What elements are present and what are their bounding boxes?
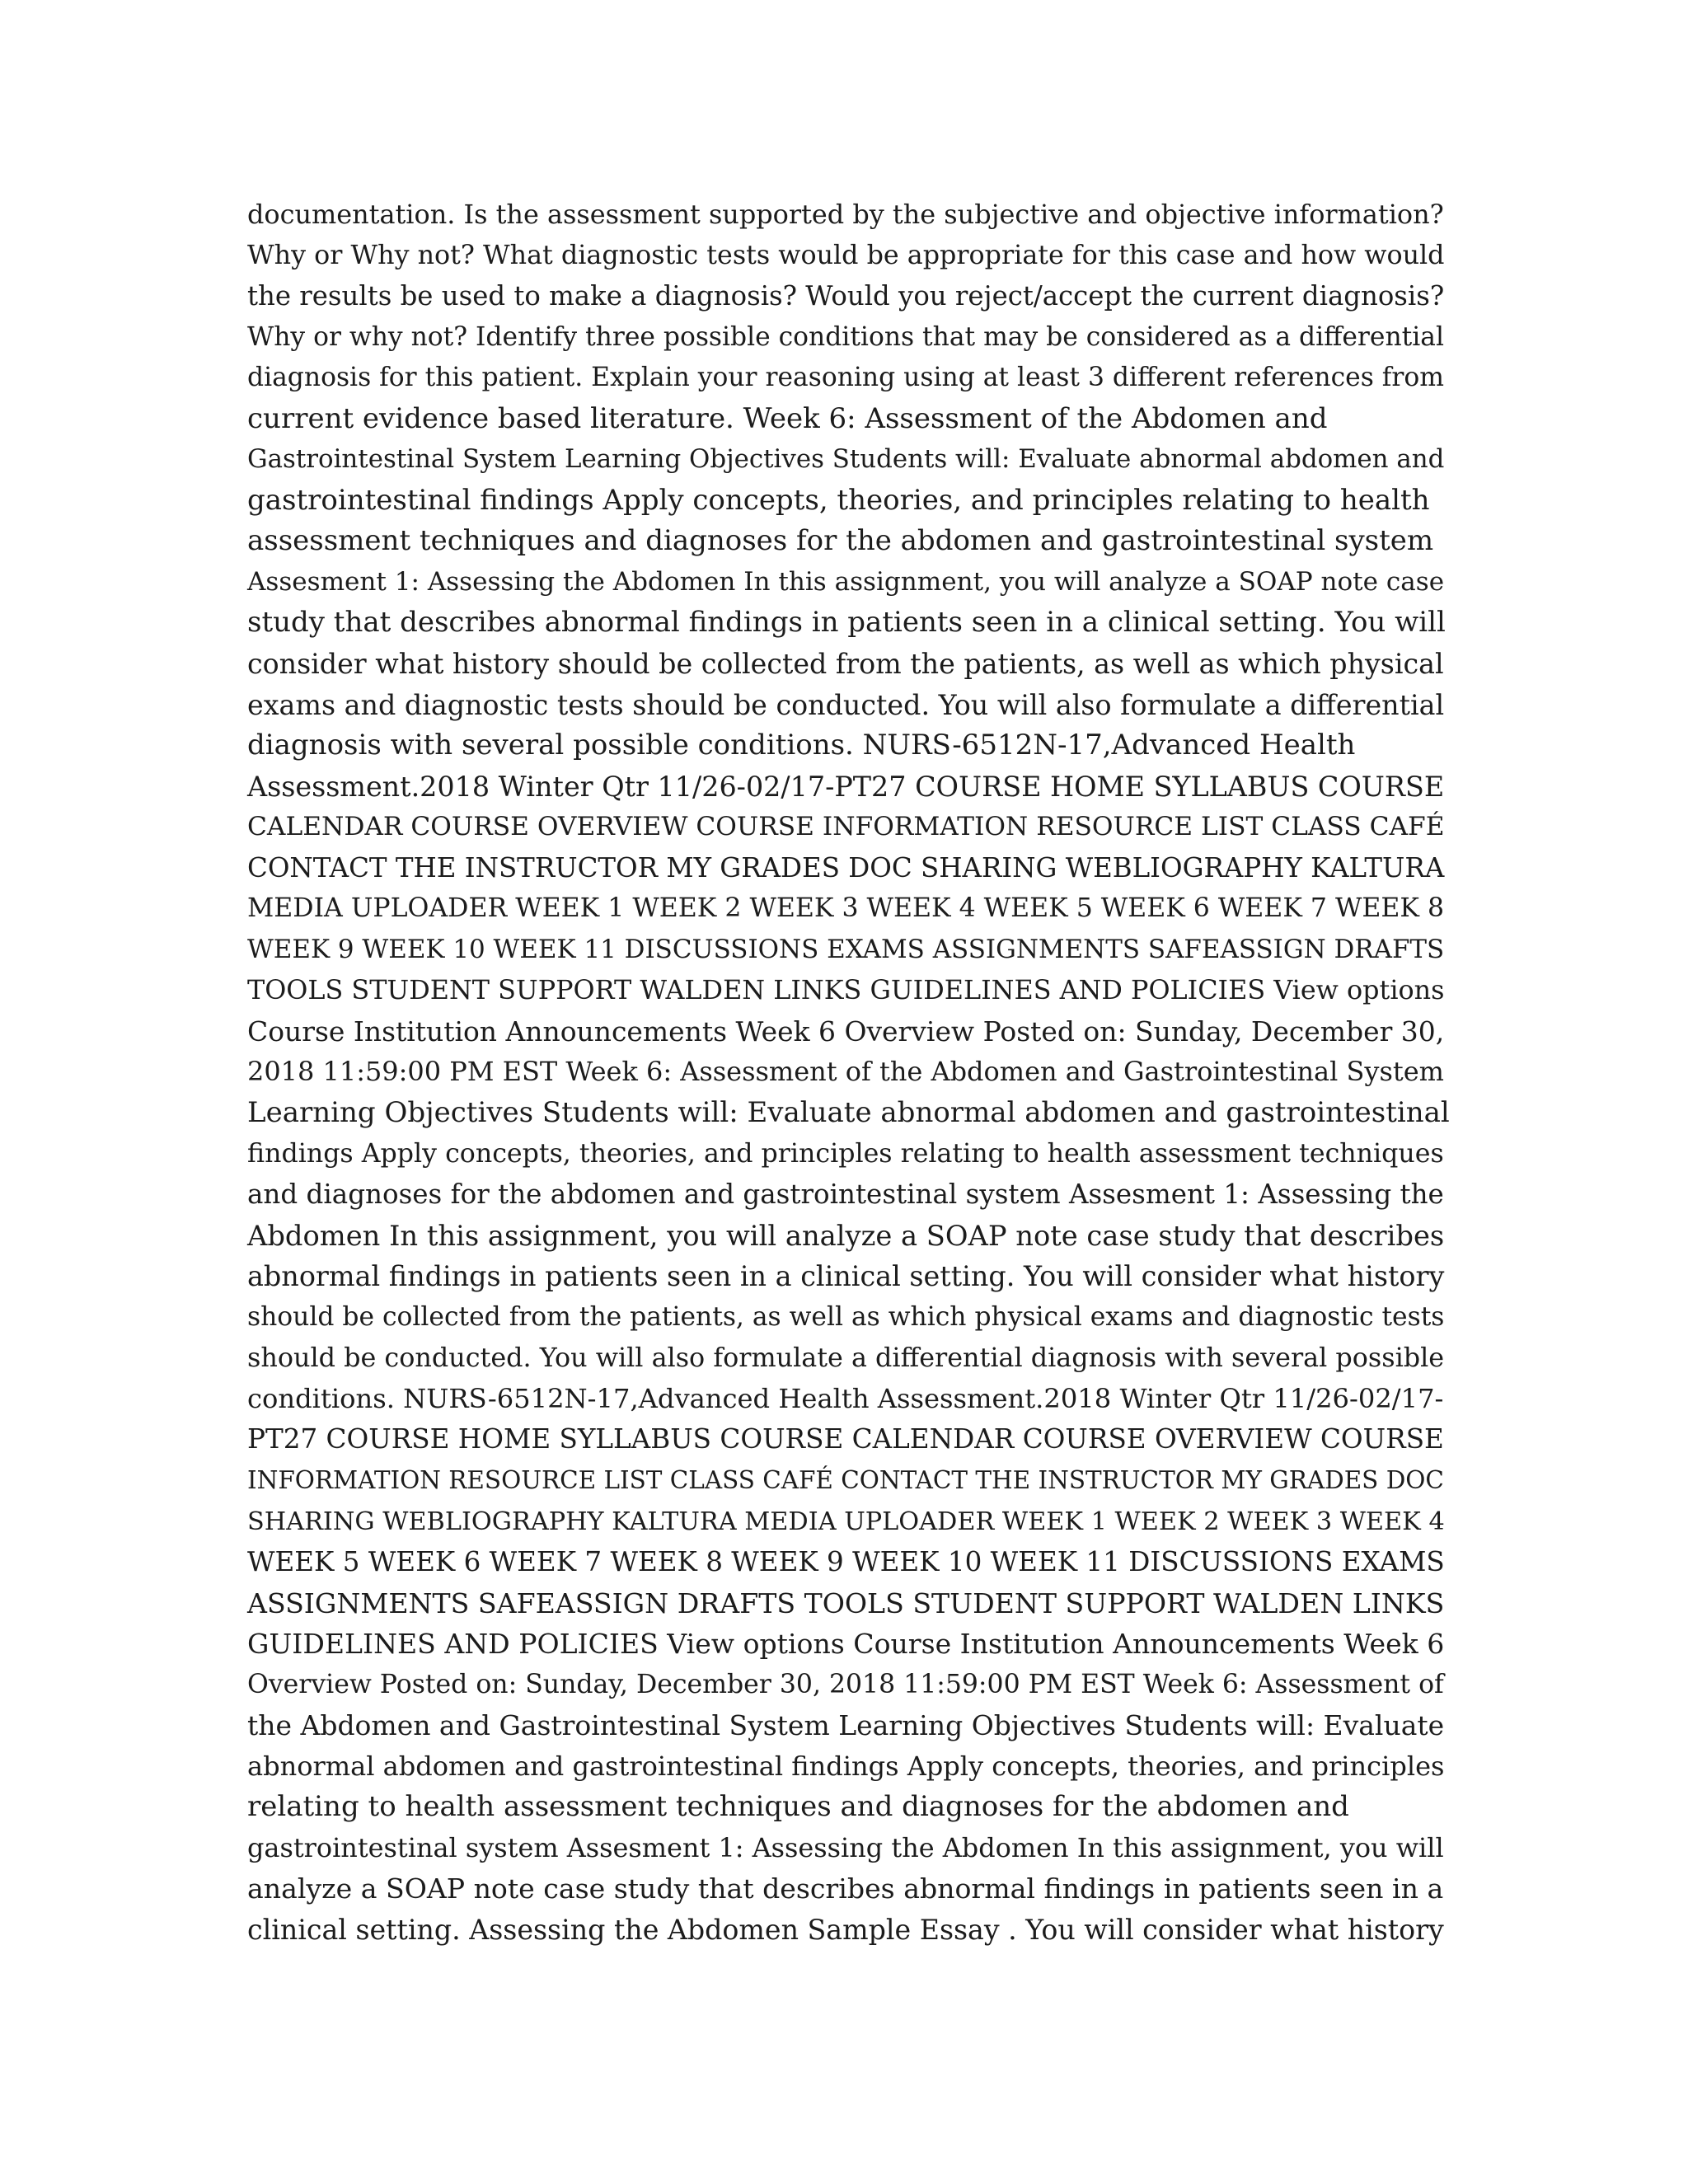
text-line: CALENDAR COURSE OVERVIEW COURSE INFORMATION RESOURCE LIST CLASS CAFÉ	[247, 812, 1445, 842]
text-line: Assesment 1: Assessing the Abdomen In this assignment, you will analyze a SOAP note case	[247, 566, 1445, 597]
text-line: the results be used to make a diagnosis? Would you reject/accept the current diagnosis?	[247, 280, 1445, 312]
text-line: current evidence based literature. Week 6: Assessment of the Abdomen and	[247, 401, 1328, 435]
body-text	[247, 194, 1451, 1951]
text-line: WEEK 9 WEEK 10 WEEK 11 DISCUSSIONS EXAMS ASSIGNMENTS SAFEASSIGN DRAFTS	[247, 934, 1445, 964]
text-line: Gastrointestinal System Learning Objectives Students will: Evaluate abnormal abdomen and	[247, 444, 1445, 475]
text-line: abnormal findings in patients seen in a clinical setting. You will consider what history	[247, 1260, 1445, 1293]
text-line: assessment techniques and diagnoses for the abdomen and gastrointestinal system	[247, 524, 1434, 558]
text-line: conditions. NURS-6512N-17,Advanced Health Assessment.2018 Winter Qtr 11/26-02/17-	[247, 1382, 1444, 1414]
text-line: gastrointestinal system Assesment 1: Assessing the Abdomen In this assignment, you will	[247, 1831, 1444, 1863]
text-line: Course Institution Announcements Week 6 Overview Posted on: Sunday, December 30,	[247, 1015, 1445, 1047]
text-line: WEEK 5 WEEK 6 WEEK 7 WEEK 8 WEEK 9 WEEK 10 WEEK 11 DISCUSSIONS EXAMS	[247, 1546, 1445, 1578]
text-line: Abdomen In this assignment, you will analyze a SOAP note case study that describes	[247, 1219, 1445, 1252]
text-line: 2018 11:59:00 PM EST Week 6: Assessment of the Abdomen and Gastrointestinal System	[247, 1056, 1444, 1088]
text-line: gastrointestinal findings Apply concepts, theories, and principles relating to health	[247, 483, 1430, 517]
text-line: INFORMATION RESOURCE LIST CLASS CAFÉ CONTACT THE INSTRUCTOR MY GRADES DOC	[247, 1465, 1444, 1494]
text-line: abnormal abdomen and gastrointestinal findings Apply concepts, theories, and principles	[247, 1750, 1445, 1782]
text-line: should be collected from the patients, as well as which physical exams and diagnostic tests	[247, 1301, 1445, 1332]
text-line: clinical setting. Assessing the Abdomen Sample Essay . You will consider what history	[247, 1913, 1444, 1946]
text-line: diagnosis with several possible conditions. NURS-6512N-17,Advanced Health	[247, 729, 1356, 762]
text-line: analyze a SOAP note case study that describes abnormal findings in patients seen in a	[247, 1872, 1444, 1905]
text-line: CONTACT THE INSTRUCTOR MY GRADES DOC SHARING WEBLIOGRAPHY KALTURA	[247, 851, 1445, 883]
text-line: and diagnoses for the abdomen and gastrointestinal system Assesment 1: Assessing the	[247, 1179, 1444, 1211]
text-line: the Abdomen and Gastrointestinal System Learning Objectives Students will: Evaluate	[247, 1709, 1445, 1742]
text-line: findings Apply concepts, theories, and principles relating to health assessment techniques	[247, 1138, 1444, 1169]
text-line: diagnosis for this patient. Explain your reasoning using at least 3 different references from	[247, 363, 1444, 393]
text-line: SHARING WEBLIOGRAPHY KALTURA MEDIA UPLOADER WEEK 1 WEEK 2 WEEK 3 WEEK 4	[247, 1507, 1445, 1536]
text-line: Assessment.2018 Winter Qtr 11/26-02/17-PT27 COURSE HOME SYLLABUS COURSE	[247, 770, 1445, 803]
text-line: MEDIA UPLOADER WEEK 1 WEEK 2 WEEK 3 WEEK 4 WEEK 5 WEEK 6 WEEK 7 WEEK 8	[247, 893, 1445, 924]
text-line: GUIDELINES AND POLICIES View options Course Institution Announcements Week 6	[247, 1628, 1445, 1661]
text-line: consider what history should be collected from the patients, as well as which physical	[247, 648, 1444, 681]
text-line: study that describes abnormal findings in patients seen in a clinical setting. You will	[247, 606, 1446, 640]
text-line: ASSIGNMENTS SAFEASSIGN DRAFTS TOOLS STUDENT SUPPORT WALDEN LINKS	[247, 1586, 1445, 1619]
text-line: Overview Posted on: Sunday, December 30, 2018 11:59:00 PM EST Week 6: Assessment of	[247, 1669, 1444, 1699]
text-line: Why or Why not? What diagnostic tests would be appropriate for this case and how would	[247, 240, 1445, 270]
text-line: Learning Objectives Students will: Evaluate abnormal abdomen and gastrointestinal	[247, 1096, 1450, 1130]
text-line: exams and diagnostic tests should be conducted. You will also formulate a differential	[247, 688, 1445, 721]
text-line: relating to health assessment techniques and diagnoses for the abdomen and	[247, 1790, 1349, 1824]
text-line: should be conducted. You will also formulate a differential diagnosis with several possible	[247, 1342, 1445, 1374]
text-line: TOOLS STUDENT SUPPORT WALDEN LINKS GUIDELINES AND POLICIES View options	[247, 974, 1445, 1006]
text-line: PT27 COURSE HOME SYLLABUS COURSE CALENDAR COURSE OVERVIEW COURSE	[247, 1423, 1444, 1455]
text-line: Why or why not? Identify three possible conditions that may be considered as a differential	[247, 321, 1444, 352]
text-line: documentation. Is the assessment supported by the subjective and objective information?	[247, 199, 1444, 230]
